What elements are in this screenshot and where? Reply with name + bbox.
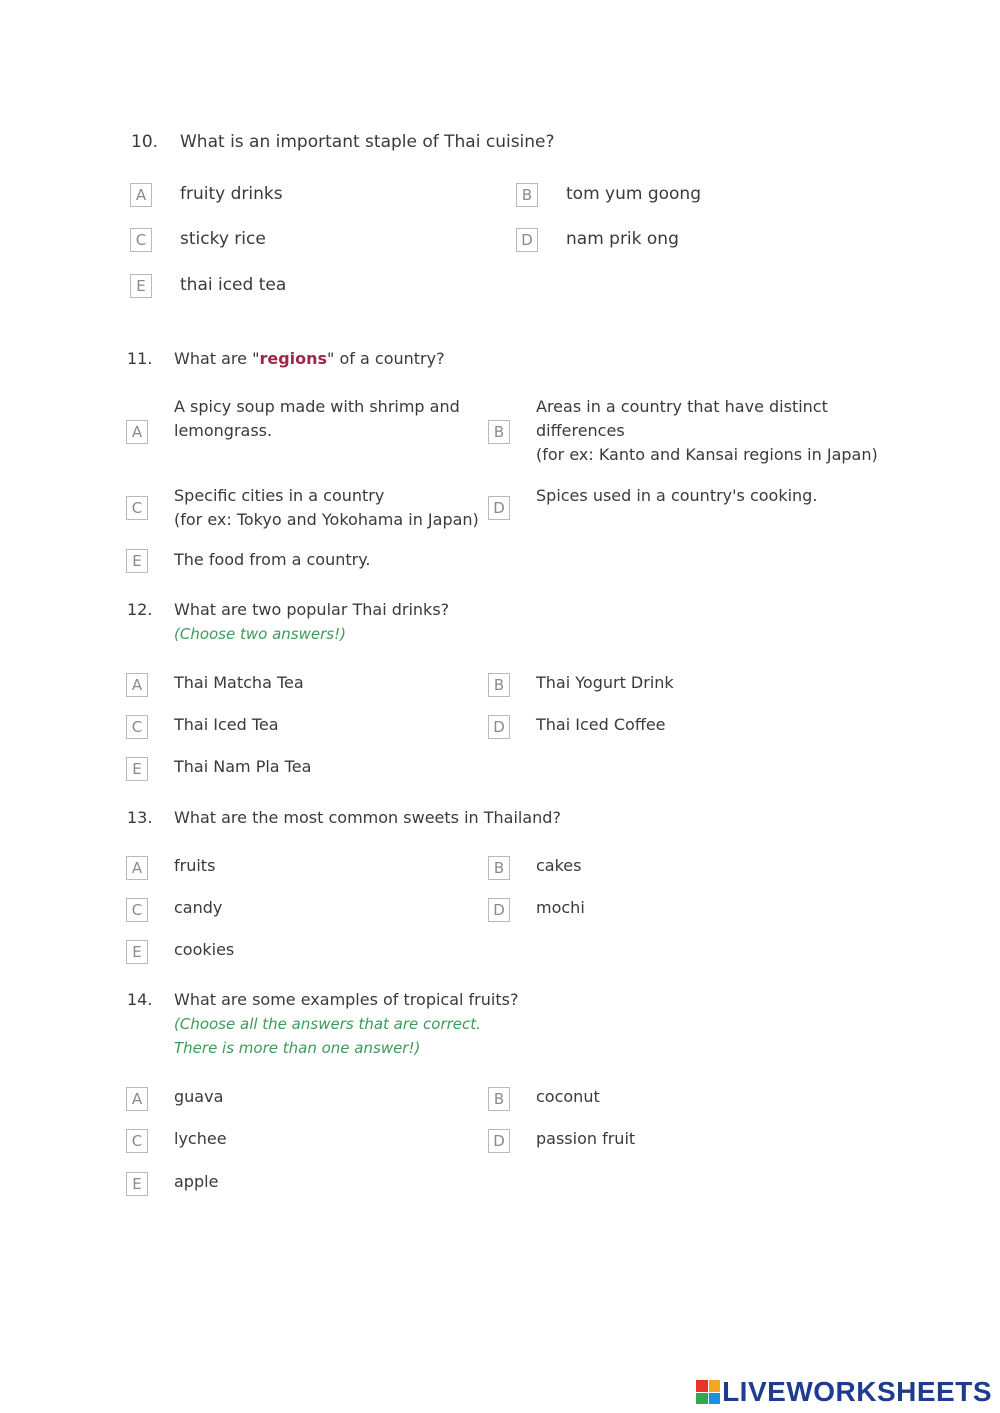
question-hint <box>174 1012 481 1060</box>
option-label: sticky rice <box>180 229 266 249</box>
option-box-d[interactable]: D <box>488 1129 510 1153</box>
liveworksheets-logo <box>696 1376 992 1407</box>
question-number: 11. <box>127 349 153 368</box>
option-line: Areas in a country that have distinct <box>536 397 828 416</box>
option-label: cakes <box>536 856 582 875</box>
brand-mark-icon <box>696 1380 720 1404</box>
question-hint: (Choose two answers!) <box>174 625 346 643</box>
option-box-b[interactable]: B <box>488 420 510 444</box>
option-label: passion fruit <box>536 1129 636 1148</box>
option-label: guava <box>174 1087 224 1106</box>
hint-line: (Choose all the answers that are correct. <box>174 1015 481 1033</box>
option-label: tom yum goong <box>566 184 701 204</box>
option-label: fruits <box>174 856 216 875</box>
option-line: (for ex: Tokyo and Yokohama in Japan) <box>174 510 479 529</box>
option-box-e[interactable]: E <box>126 940 148 964</box>
option-label: cookies <box>174 940 235 959</box>
option-box-c[interactable]: C <box>126 715 148 739</box>
option-label: Thai Iced Tea <box>174 715 279 734</box>
option-box-b[interactable]: B <box>516 183 538 207</box>
option-box-a[interactable]: A <box>126 673 148 697</box>
hint-line: There is more than one answer!) <box>174 1039 421 1057</box>
option-box-c[interactable]: C <box>126 1129 148 1153</box>
option-label: fruity drinks <box>180 184 283 204</box>
option-line: (for ex: Kanto and Kansai regions in Japan) <box>536 445 878 464</box>
option-box-c[interactable]: C <box>130 228 152 252</box>
option-box-d[interactable]: D <box>516 228 538 252</box>
option-line: A spicy soup made with shrimp and <box>174 397 460 416</box>
option-label: Spices used in a country's cooking. <box>536 486 818 505</box>
option-label: thai iced tea <box>180 275 287 295</box>
option-box-a[interactable]: A <box>126 420 148 444</box>
option-label: lychee <box>174 1129 227 1148</box>
brand-mark-cell <box>709 1380 721 1392</box>
question-number: 10. <box>131 132 159 152</box>
option-box-e[interactable]: E <box>126 757 148 781</box>
option-box-a[interactable]: A <box>126 1087 148 1111</box>
brand-mark-cell <box>696 1393 708 1405</box>
option-label: Thai Iced Coffee <box>536 715 666 734</box>
option-label: Thai Matcha Tea <box>174 673 304 692</box>
question-text: What are the most common sweets in Thailand? <box>174 808 561 827</box>
brand-mark-cell <box>709 1393 721 1405</box>
option-label: Thai Yogurt Drink <box>536 673 674 692</box>
question-number: 14. <box>127 990 153 1009</box>
option-line: Specific cities in a country <box>174 486 385 505</box>
question-text <box>174 347 445 371</box>
option-box-b[interactable]: B <box>488 856 510 880</box>
option-box-c[interactable]: C <box>126 496 148 520</box>
option-box-c[interactable]: C <box>126 898 148 922</box>
question-number: 12. <box>127 600 153 619</box>
question-text-part: " of a country? <box>327 349 445 368</box>
question-text: What are some examples of tropical fruits? <box>174 990 519 1009</box>
option-box-a[interactable]: A <box>126 856 148 880</box>
option-box-d[interactable]: D <box>488 496 510 520</box>
option-label: apple <box>174 1172 219 1191</box>
option-line: differences <box>536 421 625 440</box>
option-label: Thai Nam Pla Tea <box>174 757 312 776</box>
question-number: 13. <box>127 808 153 827</box>
question-text-part: What are " <box>174 349 260 368</box>
option-label: coconut <box>536 1087 600 1106</box>
option-box-b[interactable]: B <box>488 673 510 697</box>
option-label: nam prik ong <box>566 229 679 249</box>
highlight-term: regions <box>259 349 328 368</box>
question-text: What is an important staple of Thai cuisine? <box>180 132 555 152</box>
option-label <box>536 395 878 467</box>
option-label <box>174 395 460 443</box>
option-box-e[interactable]: E <box>130 274 152 298</box>
option-box-e[interactable]: E <box>126 549 148 573</box>
option-box-d[interactable]: D <box>488 898 510 922</box>
option-label <box>174 484 479 532</box>
brand-mark-cell <box>696 1380 708 1392</box>
option-line: lemongrass. <box>174 421 273 440</box>
option-label: The food from a country. <box>174 550 371 569</box>
brand-name: LIVEWORKSHEETS <box>722 1376 992 1407</box>
option-label: mochi <box>536 898 585 917</box>
option-box-e[interactable]: E <box>126 1172 148 1196</box>
option-box-a[interactable]: A <box>130 183 152 207</box>
option-box-d[interactable]: D <box>488 715 510 739</box>
option-box-b[interactable]: B <box>488 1087 510 1111</box>
question-text: What are two popular Thai drinks? <box>174 600 450 619</box>
option-label: candy <box>174 898 223 917</box>
